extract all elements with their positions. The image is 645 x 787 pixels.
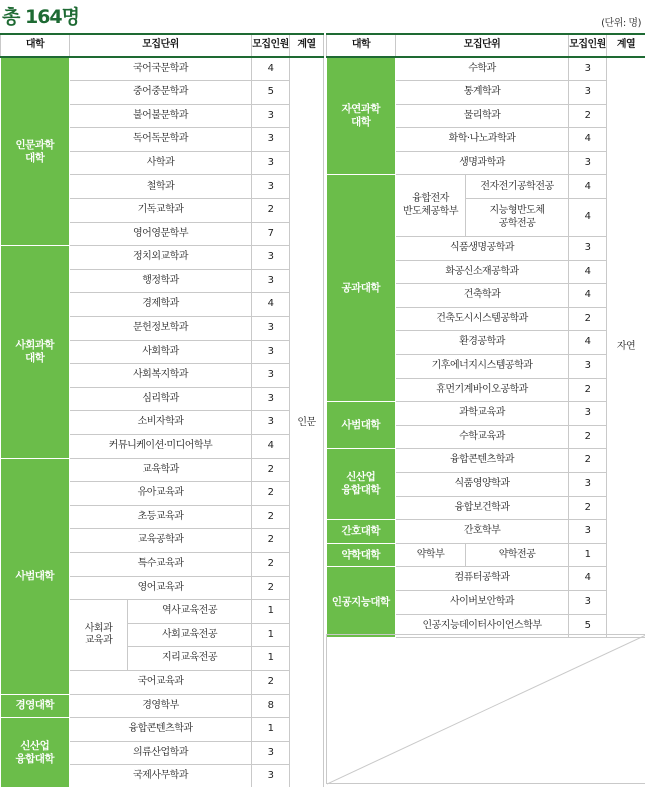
unit-cell: 행정학과: [70, 269, 252, 293]
unit-cell: 약학전공: [466, 543, 569, 567]
quota-cell: 4: [569, 331, 607, 355]
quota-cell: 2: [569, 425, 607, 449]
quota-cell: 2: [252, 576, 290, 600]
table-row: [1, 458, 324, 482]
quota-cell: 4: [569, 260, 607, 284]
unit-cell: 융합콘텐츠학과: [70, 718, 252, 742]
college-cell: 자연과학 대학: [327, 57, 396, 175]
quota-cell: 4: [569, 567, 607, 591]
unit-cell: 불어불문학과: [70, 104, 252, 128]
sub-unit-cell: 융합전자 반도체공학부: [396, 175, 466, 237]
quota-cell: 3: [252, 246, 290, 270]
quota-cell: 1: [569, 543, 607, 567]
sub-unit-cell: 약학부: [396, 543, 466, 567]
unit-cell: 역사교육전공: [128, 600, 252, 624]
header-unit: 모집단위: [70, 34, 252, 57]
table-row: [327, 543, 645, 567]
unit-cell: 사이버보안학과: [396, 590, 569, 614]
unit-cell: 사회학과: [70, 340, 252, 364]
unit-cell: 초등교육과: [70, 505, 252, 529]
unit-cell: 심리학과: [70, 387, 252, 411]
quota-cell: 3: [252, 269, 290, 293]
left-admission-table: [0, 33, 324, 787]
table-row: [327, 402, 645, 426]
college-cell: 간호대학: [327, 520, 396, 544]
unit-cell: 인공지능데이터사이언스학부: [396, 614, 569, 638]
unit-cell: 기독교학과: [70, 199, 252, 223]
unit-cell: 간호학부: [396, 520, 569, 544]
quota-cell: 3: [569, 237, 607, 261]
unit-cell: 국어국문학과: [70, 57, 252, 81]
unit-cell: 컴퓨터공학과: [396, 567, 569, 591]
header-college: 대학: [1, 34, 70, 57]
table-row: [1, 57, 324, 81]
unit-cell: 사학과: [70, 151, 252, 175]
unit-cell: 소비자학과: [70, 411, 252, 435]
unit-cell: 수학교육과: [396, 425, 569, 449]
quota-cell: 2: [569, 378, 607, 402]
unit-cell: 영어영문학부: [70, 222, 252, 246]
unit-cell: 영어교육과: [70, 576, 252, 600]
quota-cell: 1: [252, 600, 290, 624]
college-cell: 경영대학: [1, 694, 70, 718]
quota-cell: 2: [252, 670, 290, 694]
quota-cell: 4: [569, 175, 607, 199]
quota-cell: 8: [252, 694, 290, 718]
affiliation-cell: 자연: [607, 57, 645, 638]
unit-cell: 식품생명공학과: [396, 237, 569, 261]
unit-cell: 의류산업학과: [70, 741, 252, 765]
quota-cell: 3: [252, 104, 290, 128]
quota-cell: 4: [569, 199, 607, 237]
quota-cell: 3: [569, 355, 607, 379]
quota-cell: 2: [569, 496, 607, 520]
unit-cell: 건축학과: [396, 284, 569, 308]
quota-cell: 3: [252, 128, 290, 152]
quota-cell: 3: [569, 57, 607, 81]
quota-cell: 2: [569, 449, 607, 473]
unit-cell: 경제학과: [70, 293, 252, 317]
college-cell: 사범대학: [327, 402, 396, 449]
college-cell: 신산업 융합대학: [1, 718, 70, 787]
unit-cell: 생명과학과: [396, 151, 569, 175]
sub-unit-cell: 사회과 교육과: [70, 600, 128, 671]
unit-cell: 정치외교학과: [70, 246, 252, 270]
header-quota: 모집인원: [252, 34, 290, 57]
quota-cell: 3: [569, 473, 607, 497]
unit-cell: 교육공학과: [70, 529, 252, 553]
unit-cell: 식품영양학과: [396, 473, 569, 497]
quota-cell: 1: [252, 647, 290, 671]
table-row: [1, 718, 324, 742]
college-cell: 약학대학: [327, 543, 396, 567]
quota-cell: 4: [252, 57, 290, 81]
affiliation-cell: 인문: [290, 57, 324, 787]
unit-cell: 교육학과: [70, 458, 252, 482]
quota-cell: 3: [252, 411, 290, 435]
unit-note: (단위: 명): [601, 18, 641, 29]
header-college: 대학: [327, 34, 396, 57]
unit-cell: 기후에너지시스템공학과: [396, 355, 569, 379]
unit-cell: 통계학과: [396, 81, 569, 105]
unit-cell: 휴먼기계바이오공학과: [396, 378, 569, 402]
quota-cell: 5: [252, 81, 290, 105]
quota-cell: 5: [569, 614, 607, 638]
quota-cell: 2: [252, 505, 290, 529]
empty-diagonal-cell: [326, 634, 645, 784]
quota-cell: 3: [569, 402, 607, 426]
unit-cell: 사회복지학과: [70, 364, 252, 388]
quota-cell: 3: [569, 151, 607, 175]
quota-cell: 4: [252, 293, 290, 317]
quota-cell: 3: [252, 340, 290, 364]
unit-cell: 유아교육과: [70, 482, 252, 506]
college-cell: 인문과학 대학: [1, 57, 70, 246]
unit-cell: 커뮤니케이션·미디어학부: [70, 435, 252, 459]
unit-cell: 국제사무학과: [70, 765, 252, 787]
unit-cell: 독어독문학과: [70, 128, 252, 152]
unit-cell: 문헌정보학과: [70, 317, 252, 341]
unit-cell: 철학과: [70, 175, 252, 199]
diagonal-line: [327, 635, 645, 785]
quota-cell: 2: [252, 482, 290, 506]
header-unit: 모집단위: [396, 34, 569, 57]
table-row: [1, 694, 324, 718]
unit-cell: 전자전기공학전공: [466, 175, 569, 199]
table-row: [327, 57, 645, 81]
unit-cell: 특수교육과: [70, 552, 252, 576]
unit-cell: 화학·나노과학과: [396, 128, 569, 152]
table-row: [327, 175, 645, 199]
college-cell: 인공지능대학: [327, 567, 396, 638]
header-affiliation: 계열: [290, 34, 324, 57]
unit-cell: 수학과: [396, 57, 569, 81]
quota-cell: 7: [252, 222, 290, 246]
unit-cell: 과학교육과: [396, 402, 569, 426]
header-affiliation: 계열: [607, 34, 645, 57]
table-row: [1, 246, 324, 270]
table-row: [327, 520, 645, 544]
quota-cell: 2: [252, 529, 290, 553]
unit-cell: 융합보건학과: [396, 496, 569, 520]
quota-cell: 4: [569, 284, 607, 308]
quota-cell: 3: [252, 387, 290, 411]
quota-cell: 3: [252, 765, 290, 787]
quota-cell: 3: [252, 151, 290, 175]
quota-cell: 2: [252, 552, 290, 576]
unit-cell: 중어중문학과: [70, 81, 252, 105]
quota-cell: 2: [252, 458, 290, 482]
college-cell: 공과대학: [327, 175, 396, 402]
page-title: 총 164명: [2, 6, 79, 28]
unit-cell: 환경공학과: [396, 331, 569, 355]
unit-cell: 지리교육전공: [128, 647, 252, 671]
unit-cell: 건축도시시스템공학과: [396, 307, 569, 331]
unit-cell: 융합콘텐츠학과: [396, 449, 569, 473]
quota-cell: 2: [252, 199, 290, 223]
unit-cell: 지능형반도체 공학전공: [466, 199, 569, 237]
header-quota: 모집인원: [569, 34, 607, 57]
quota-cell: 1: [252, 718, 290, 742]
quota-cell: 4: [569, 128, 607, 152]
unit-cell: 화공신소재공학과: [396, 260, 569, 284]
quota-cell: 3: [569, 590, 607, 614]
quota-cell: 3: [569, 520, 607, 544]
table-row: [327, 567, 645, 591]
quota-cell: 3: [569, 81, 607, 105]
quota-cell: 2: [569, 307, 607, 331]
table-row: [327, 449, 645, 473]
quota-cell: 4: [252, 435, 290, 459]
college-cell: 사범대학: [1, 458, 70, 694]
unit-cell: 사회교육전공: [128, 623, 252, 647]
unit-cell: 물리학과: [396, 104, 569, 128]
unit-cell: 경영학부: [70, 694, 252, 718]
quota-cell: 2: [569, 104, 607, 128]
quota-cell: 3: [252, 364, 290, 388]
quota-cell: 3: [252, 741, 290, 765]
unit-cell: 국어교육과: [70, 670, 252, 694]
quota-cell: 3: [252, 317, 290, 341]
quota-cell: 3: [252, 175, 290, 199]
quota-cell: 1: [252, 623, 290, 647]
college-cell: 신산업 융합대학: [327, 449, 396, 520]
right-admission-table: [326, 33, 645, 638]
college-cell: 사회과학 대학: [1, 246, 70, 458]
